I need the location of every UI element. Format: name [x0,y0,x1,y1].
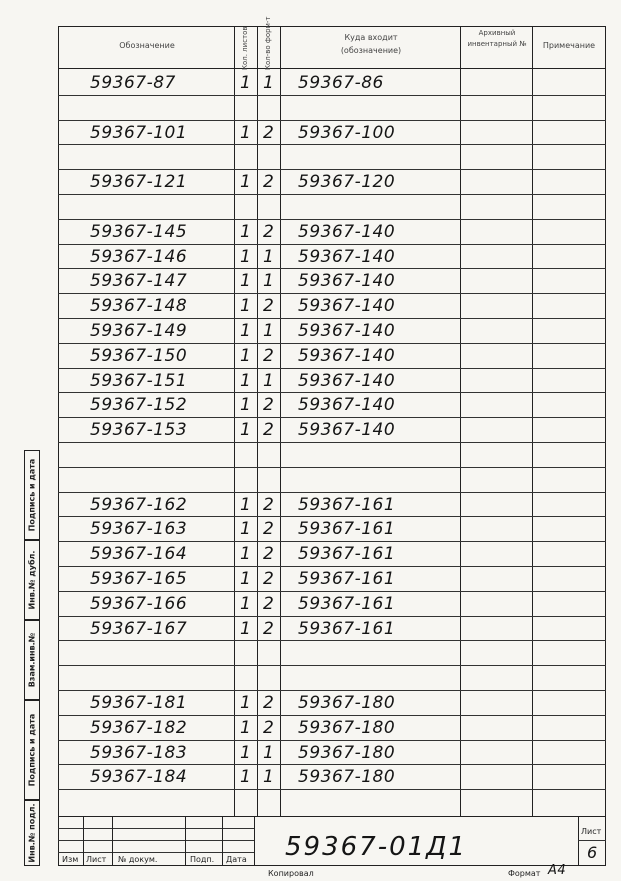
row-line [58,95,606,96]
format-cell: 2 [263,296,275,317]
tb-divider [254,816,255,866]
format-cell: 1 [263,246,275,267]
row-line [58,566,606,567]
sheets-cell: 1 [240,345,252,366]
designation-cell: 59367-101 [90,122,188,143]
format-cell: 1 [263,73,275,93]
row-line [58,417,606,418]
designation-cell: 59367-165 [90,569,188,589]
header-format: Кол-во форм-т [264,16,272,70]
row-line [58,665,606,666]
format-cell: 2 [263,395,275,416]
sheets-cell: 1 [240,221,252,242]
format-cell: 2 [263,593,275,614]
tb-data: Дата [226,855,247,864]
where-used-cell: 59367-140 [298,395,396,416]
title-block-line [58,840,254,841]
footer-copied: Копировал [268,869,314,878]
designation-cell: 59367-149 [90,321,188,341]
sheets-cell: 1 [240,321,252,341]
where-used-cell: 59367-180 [298,717,396,738]
row-line [58,318,606,319]
designation-cell: 59367-150 [90,345,188,366]
format-cell: 1 [263,767,275,788]
format-cell: 2 [263,345,275,366]
designation-cell: 59367-146 [90,246,188,267]
where-used-cell: 59367-180 [298,742,396,763]
side-label-signature-date-2: Подпись и дата [24,700,40,800]
where-used-cell: 59367-161 [298,494,396,515]
sheets-cell: 1 [240,296,252,317]
designation-cell: 59367-151 [90,370,188,391]
where-used-cell: 59367-161 [298,519,396,540]
designation-cell: 59367-183 [90,742,188,763]
where-used-cell: 59367-161 [298,618,396,639]
row-line [58,144,606,145]
row-line [58,169,606,170]
tb-sheet-line [578,840,606,841]
row-line [58,219,606,220]
designation-cell: 59367-162 [90,494,188,515]
where-used-cell: 59367-140 [298,370,396,391]
sheets-cell: 1 [240,271,252,292]
tb-podp: Подп. [190,855,215,864]
tb-divider [112,816,113,866]
sheets-cell: 1 [240,693,252,713]
where-used-cell: 59367-140 [298,345,396,366]
where-used-cell: 59367-120 [298,172,396,193]
row-line [58,268,606,269]
format-cell: 2 [263,519,275,540]
row-line [58,343,606,344]
footer-format-value: А4 [548,863,567,878]
sheets-cell: 1 [240,569,252,589]
designation-cell: 59367-167 [90,618,188,639]
sheets-cell: 1 [240,246,252,267]
designation-cell: 59367-181 [90,693,188,713]
row-line [58,392,606,393]
format-cell: 2 [263,494,275,515]
designation-cell: 59367-166 [90,593,188,614]
row-line [58,368,606,369]
sheets-cell: 1 [240,73,252,93]
sheets-cell: 1 [240,370,252,391]
format-cell: 2 [263,420,275,441]
sheets-cell: 1 [240,122,252,143]
row-line [58,194,606,195]
format-cell: 2 [263,122,275,143]
side-label-signature-date: Подпись и дата [24,450,40,540]
where-used-cell: 59367-140 [298,296,396,317]
where-used-cell: 59367-161 [298,569,396,589]
where-used-cell: 59367-86 [298,73,384,93]
tb-divider [83,816,84,866]
sheets-cell: 1 [240,717,252,738]
format-cell: 1 [263,271,275,292]
row-line [58,640,606,641]
row-line [58,516,606,517]
format-cell: 2 [263,544,275,565]
format-cell: 2 [263,221,275,242]
side-label-original-inv: Инв.№ подл. [24,800,40,866]
header-note: Примечание [542,41,596,50]
title-block-line [58,852,254,853]
row-line [58,740,606,741]
format-cell: 2 [263,172,275,193]
sheets-cell: 1 [240,395,252,416]
row-line [58,467,606,468]
header-archive: Архивный инвентарный № [467,29,527,48]
sheets-cell: 1 [240,172,252,193]
tb-divider [222,816,223,866]
row-line [58,715,606,716]
format-cell: 2 [263,717,275,738]
designation-cell: 59367-87 [90,73,176,93]
sheets-cell: 1 [240,544,252,565]
row-line [58,442,606,443]
where-used-cell: 59367-140 [298,246,396,267]
designation-cell: 59367-147 [90,271,188,292]
where-used-cell: 59367-161 [298,544,396,565]
row-line [58,690,606,691]
row-line [58,541,606,542]
tb-list: Лист [86,855,107,864]
sheets-cell: 1 [240,767,252,788]
footer-format-label: Формат [508,869,541,878]
designation-cell: 59367-184 [90,767,188,788]
sheets-cell: 1 [240,593,252,614]
format-cell: 1 [263,742,275,763]
tb-izm: Изм [62,855,79,864]
sheets-cell: 1 [240,494,252,515]
designation-cell: 59367-148 [90,296,188,317]
header-where: Куда входит [344,33,398,42]
where-used-cell: 59367-180 [298,693,396,713]
document-number: 59367-01Д1 [285,832,468,862]
where-used-cell: 59367-140 [298,321,396,341]
tb-divider [185,816,186,866]
tb-sheet-label: Лист [581,827,602,836]
where-used-cell: 59367-161 [298,593,396,614]
header-designation: Обозначение [119,41,175,50]
sheets-cell: 1 [240,742,252,763]
title-block-line [58,828,254,829]
row-line [58,591,606,592]
side-label-replacement-inv: Взам.инв.№ [24,620,40,700]
tb-docnum-label: № докум. [118,855,158,864]
where-used-cell: 59367-100 [298,122,396,143]
row-line [58,293,606,294]
designation-cell: 59367-182 [90,717,188,738]
designation-cell: 59367-121 [90,172,188,193]
sheets-cell: 1 [240,618,252,639]
designation-cell: 59367-153 [90,420,188,441]
format-cell: 1 [263,370,275,391]
row-line [58,492,606,493]
where-used-cell: 59367-140 [298,420,396,441]
designation-cell: 59367-145 [90,221,188,242]
designation-cell: 59367-152 [90,395,188,416]
row-line [58,244,606,245]
tb-sheet-number: 6 [587,843,598,862]
sheets-cell: 1 [240,420,252,441]
format-cell: 2 [263,618,275,639]
row-line [58,616,606,617]
where-used-cell: 59367-140 [298,271,396,292]
where-used-cell: 59367-140 [298,221,396,242]
tb-divider [578,816,579,866]
title-block-top [58,816,606,817]
format-cell: 2 [263,569,275,589]
designation-cell: 59367-163 [90,519,188,540]
format-cell: 1 [263,321,275,341]
row-line [58,764,606,765]
side-label-duplicate-inv: Инв.№ дубл. [24,540,40,620]
format-cell: 2 [263,693,275,713]
header-bottom-line [58,68,606,69]
where-used-cell: 59367-180 [298,767,396,788]
designation-cell: 59367-164 [90,544,188,565]
header-where-sub: (обозначение) [340,46,402,55]
sheets-cell: 1 [240,519,252,540]
row-line [58,789,606,790]
row-line [58,120,606,121]
header-sheets: Кол. листов [241,26,249,70]
